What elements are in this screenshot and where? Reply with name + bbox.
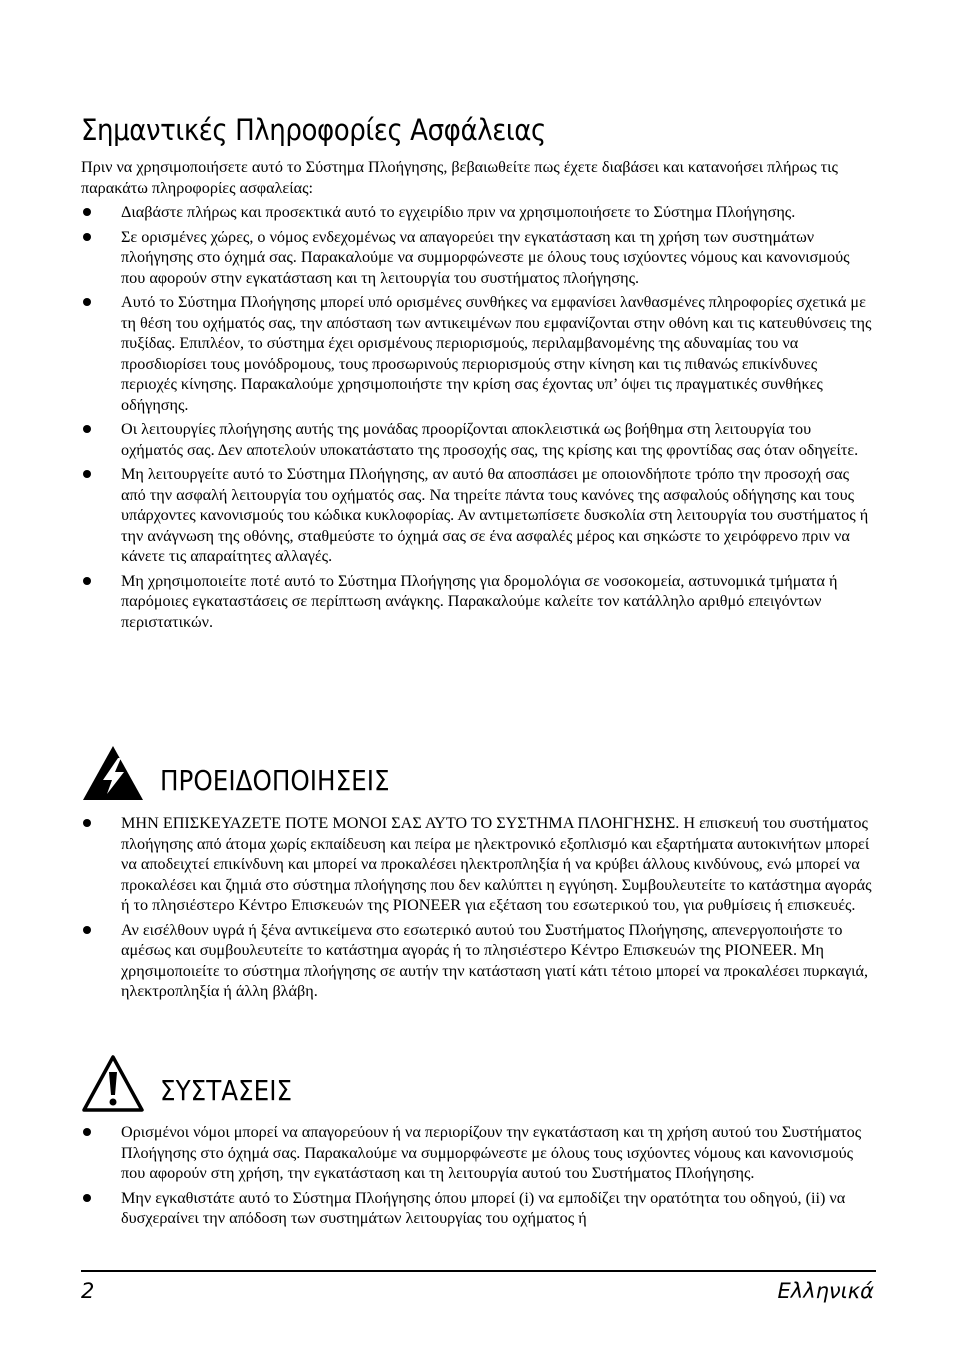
bullet-icon xyxy=(83,233,91,241)
list-item xyxy=(81,464,876,567)
cautions-heading-label: ΣΥΣΤΑΣΕΙΣ xyxy=(160,1074,293,1107)
list-item-text: Ορισμένοι νόμοι μπορεί να απαγορεύουν ή να περιορίζουν την εγκατάσταση και τη χρήση αυτού του Συστήματος Πλοήγησης στο όχημά σας. Παρακαλούμε να συμμορφώνεστε με όλους τους ισχύοντες νόμους και κανονισμούς που αφορούν στη χρήση, την εγκατάσταση και τη λειτουργία αυτού του Συστήματος Πλοήγησης. xyxy=(121,1123,862,1182)
list-item xyxy=(81,292,876,415)
bullet-icon xyxy=(83,298,91,306)
list-item-text: Διαβάστε πλήρως και προσεκτικά αυτό το εγχειρίδιο πριν να χρησιμοποιήσετε το Σύστημα Πλοήγησης. xyxy=(121,203,796,221)
page-title: Σημαντικές Πληροφορίες Ασφάλειας xyxy=(81,113,546,147)
list-item-text: Μην εγκαθιστάτε αυτό το Σύστημα Πλοήγησης όπου μπορεί (i) να εμποδίζει την ορατότητα του οδηγού, (ii) να δυσχεραίνει την απόδοση των συστημάτων λειτουργίας του οχήματος ή xyxy=(121,1188,846,1227)
list-item-text: Αυτό το Σύστημα Πλοήγησης μπορεί υπό ορισμένες συνθήκες να εμφανίσει λανθασμένες πληροφορίες σχετικά με τη θέση του οχήματός σας, την απόσταση των αντικειμένων που εμφανίζονται στην οθόνη και τις κατευθύνσεις της πυξίδας. Επιπλέον, το σύστημα έχει ορισμένους περιορισμούς, περιλαμβανομένης της αδυναμίας του να προσδιορίσει τους μονόδρομους, τους προσωρινούς περιορισμούς στην κίνηση και τις πιθανώς επικίνδυνες περιοχές κίνησης. Παρακαλούμε χρησιμοποιήστε την κρίση σας έχοντας υπ’ όψει τις πραγματικές συνθήκες οδήγησης. xyxy=(121,293,872,414)
warnings-heading xyxy=(81,742,881,806)
exclamation-warning-icon xyxy=(81,1052,145,1116)
list-item xyxy=(81,202,876,223)
warnings-list xyxy=(81,813,876,1006)
bullet-icon xyxy=(83,819,91,827)
list-item xyxy=(81,920,876,1002)
bullet-icon xyxy=(83,425,91,433)
bullet-icon xyxy=(83,926,91,934)
list-item-text: Αν εισέλθουν υγρά ή ξένα αντικείμενα στο εσωτερικό αυτού του Συστήματος Πλοήγησης, απενεργοποιήστε το αμέσως και συμβουλευτείτε το κατάστημα αγοράς ή το πλησιέστερο Κέντρο Επισκευών της PIONEER. Μη χρησιμοποιείτε το σύστημα πλοήγησης σε αυτήν την κατάσταση γιατί κάτι τέτοιο μπορεί να προκαλέσει πυρκαγιά, ηλεκτροπληξία ή άλλη βλάβη. xyxy=(121,920,868,1000)
list-item xyxy=(81,1122,876,1184)
bullet-icon xyxy=(83,1128,91,1136)
list-item-text: Μη λειτουργείτε αυτό το Σύστημα Πλοήγησης, αν αυτό θα αποσπάσει με οποιονδήποτε τρόπο την προσοχή σας από την ασφαλή λειτουργία του οχήματός σας. Να τηρείτε πάντα τους κανόνες της ασφαλούς οδήγησης και τους υπάρχοντες κανονισμούς του κώδικα κυκλοφορίας. Αν αντιμετωπίσετε δυσκολία στη λειτουργία του συστήματος ή την ανάγνωση της οθόνης, σταθμεύστε το όχημά σας σε ένα ασφαλές μέρος και σηκώστε το χειρόφρενο πριν να κάνετε τις απαραίτητες αλλαγές. xyxy=(121,465,869,565)
list-item-text: Μη χρησιμοποιείτε ποτέ αυτό το Σύστημα Πλοήγησης για δρομολόγια σε νοσοκομεία, αστυνομικά τμήματα ή παρόμοιες εγκαταστάσεις σε περίπτωση ανάγκης. Παρακαλούμε καλείτε τον κατάλληλο αριθμό επειγόντων περιστατικών. xyxy=(121,571,838,631)
bullet-icon xyxy=(83,208,91,216)
bullet-icon xyxy=(83,470,91,478)
cautions-heading xyxy=(81,1052,881,1116)
language-label: Ελληνικά xyxy=(777,1279,874,1303)
page-number: 2 xyxy=(81,1279,95,1303)
list-item xyxy=(81,1188,876,1229)
list-item xyxy=(81,813,876,916)
bullet-icon xyxy=(83,577,91,585)
list-item xyxy=(81,571,876,633)
safety-list xyxy=(81,202,876,636)
list-item-text: ΜΗΝ ΕΠΙΣΚΕΥΑΖΕΤΕ ΠΟΤΕ ΜΟΝΟΙ ΣΑΣ ΑΥΤΟ ΤΟ ΣΥΣΤΗΜΑ ΠΛΟΗΓΗΣΗΣ. Η επισκευή του συστήματος πλοήγησης από άτομα χωρίς εκπαίδευση και πείρα με ηλεκτρονικό εξοπλισμό και εξαρτήματα αυτοκινήτων μπορεί να αποδειχτεί επικίνδυνη και μπορεί να προκαλέσει ηλεκτροπληξία ή να κρύβει άλλους κινδύνους, ενώ μπορεί να προκαλέσει και ζημιά στο σύστημα πλοήγησης που δεν καλύπτει η εγγύηση. Συμβουλευτείτε το κατάστημα αγοράς ή το πλησιέστερο Κέντρο Επισκευών της PIONEER για εξέταση του εσωτερικού του, για ρυθμίσεις ή επισκευές. xyxy=(121,814,872,914)
bullet-icon xyxy=(83,1194,91,1202)
list-item-text: Οι λειτουργίες πλοήγησης αυτής της μονάδας προορίζονται αποκλειστικά ως βοήθημα στη λειτουργία του οχήματός σας. Δεν αποτελούν υποκατάστατο της προσοχής σας, της κρίσης και της φροντίδας σας όταν οδηγείτε. xyxy=(121,420,859,459)
electric-shock-warning-icon xyxy=(81,742,145,806)
cautions-list xyxy=(81,1122,876,1233)
list-item xyxy=(81,419,876,460)
warnings-heading-label: ΠΡΟΕΙΔΟΠΟΙΗΣΕΙΣ xyxy=(160,764,390,797)
intro-paragraph: Πριν να χρησιμοποιήσετε αυτό το Σύστημα Πλοήγησης, βεβαιωθείτε πως έχετε διαβάσει και κατανοήσει πλήρως τις παρακάτω πληροφορίες ασφαλείας: xyxy=(81,158,838,197)
list-item xyxy=(81,227,876,289)
list-item-text: Σε ορισμένες χώρες, ο νόμος ενδεχομένως να απαγορεύει την εγκατάσταση και τη χρήση των συστημάτων πλοήγησης στο όχημά σας. Παρακαλούμε να συμμορφώνεστε με όλους τους ισχύοντες νόμους και κανονισμούς που αφορούν στην εγκατάσταση και τη λειτουργία του συστήματος πλοήγησης. xyxy=(121,227,850,287)
footer-divider xyxy=(81,1270,876,1272)
